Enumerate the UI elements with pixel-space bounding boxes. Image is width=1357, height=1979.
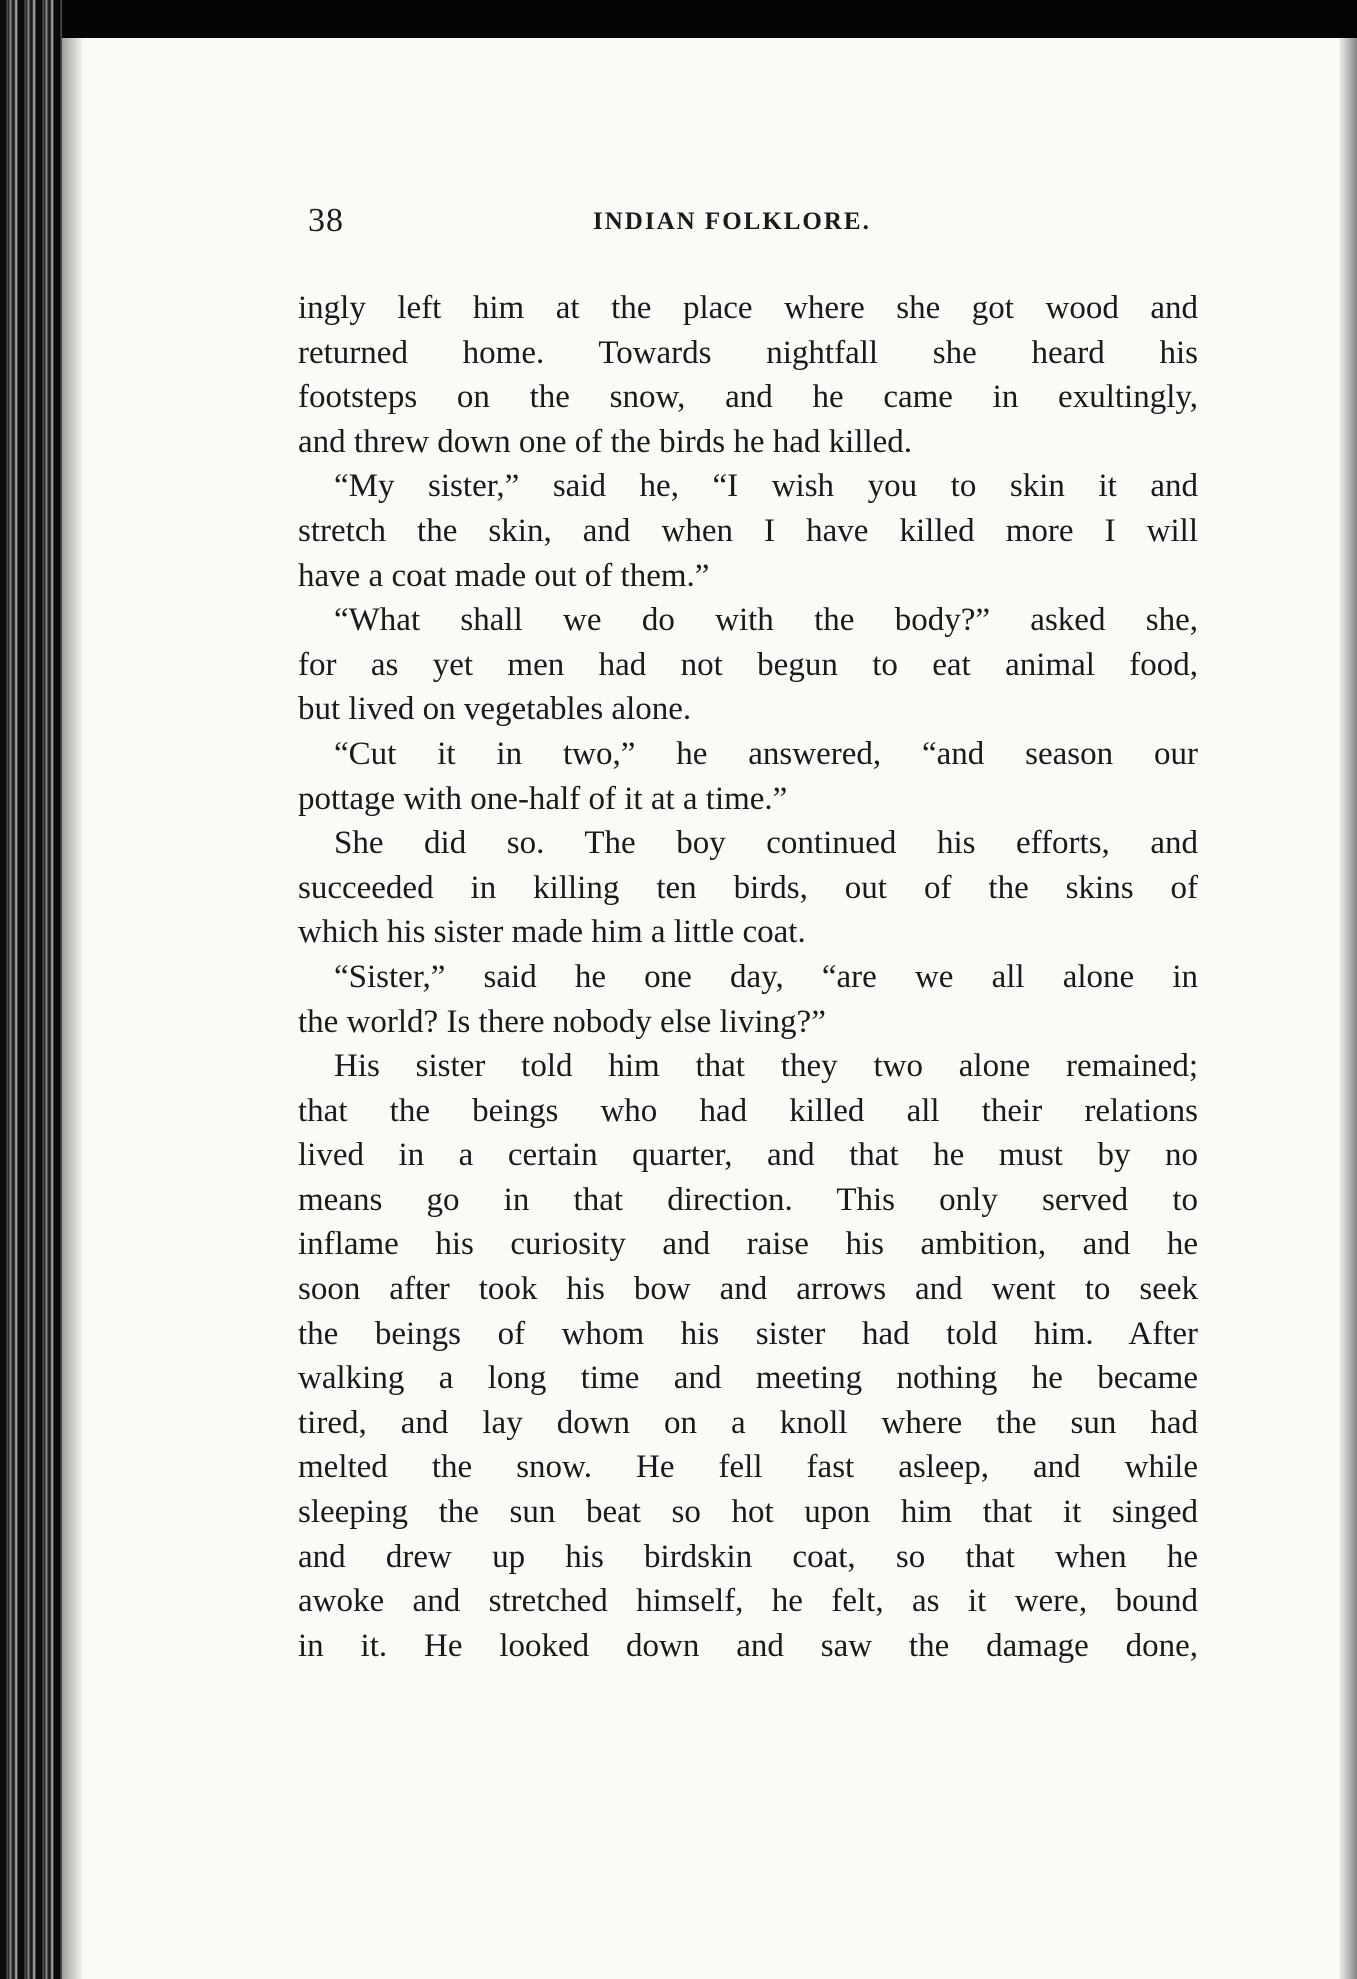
page-number: 38 <box>308 202 344 239</box>
scan-top-border <box>0 0 1357 38</box>
text-line: and drew up his birdskin coat, so that when he <box>298 1538 1198 1575</box>
text-line: “My sister,” said he, “I wish you to skin it and <box>334 468 1198 505</box>
text-line: inflame his curiosity and raise his ambition, and he <box>298 1226 1198 1263</box>
book-spine <box>0 0 62 1979</box>
text-line: footsteps on the snow, and he came in exultingly, <box>298 379 1198 416</box>
text-line: means go in that direction. This only served to <box>298 1181 1198 1218</box>
text-line: lived in a certain quarter, and that he must by no <box>298 1137 1198 1174</box>
text-line: “What shall we do with the body?” asked she, <box>334 602 1198 639</box>
text-line: that the beings who had killed all their relations <box>298 1092 1198 1129</box>
text-line: His sister told him that they two alone remained; <box>334 1048 1198 1085</box>
text-line: and threw down one of the birds he had killed. <box>298 423 913 460</box>
text-line: stretch the skin, and when I have killed more I will <box>298 512 1198 549</box>
text-line: in it. He looked down and saw the damage done, <box>298 1627 1198 1664</box>
text-line: “Sister,” said he one day, “are we all alone in <box>334 958 1198 995</box>
text-line: for as yet men had not begun to eat animal food, <box>298 646 1198 683</box>
running-head: INDIAN FOLKLORE. <box>593 208 871 235</box>
text-line: tired, and lay down on a knoll where the sun had <box>298 1404 1198 1441</box>
text-line: returned home. Towards nightfall she heard his <box>298 334 1198 371</box>
text-line: soon after took his bow and arrows and went to seek <box>298 1271 1198 1308</box>
text-line: melted the snow. He fell fast asleep, and while <box>298 1449 1198 1486</box>
text-line: awoke and stretched himself, he felt, as it were, bound <box>298 1583 1198 1620</box>
text-line: which his sister made him a little coat. <box>298 914 806 951</box>
text-line: succeeded in killing ten birds, out of the skins of <box>298 869 1198 906</box>
text-line: the world? Is there nobody else living?” <box>298 1003 826 1040</box>
text-line: sleeping the sun beat so hot upon him that it singed <box>298 1494 1198 1531</box>
page-header <box>308 202 916 242</box>
text-line: have a coat made out of them.” <box>298 557 710 594</box>
text-line: pottage with one-half of it at a time.” <box>298 780 788 817</box>
page-edge-shadow <box>1339 38 1357 1979</box>
text-line: She did so. The boy continued his efforts, and <box>334 825 1198 862</box>
text-line: but lived on vegetables alone. <box>298 691 692 728</box>
spine-shadow <box>62 38 82 1979</box>
text-line: ingly left him at the place where she got wood and <box>298 290 1198 326</box>
text-line: the beings of whom his sister had told him. After <box>298 1315 1198 1352</box>
text-line: “Cut it in two,” he answered, “and season our <box>334 735 1198 772</box>
text-line: walking a long time and meeting nothing he became <box>298 1360 1198 1397</box>
body-text <box>298 286 1198 1668</box>
